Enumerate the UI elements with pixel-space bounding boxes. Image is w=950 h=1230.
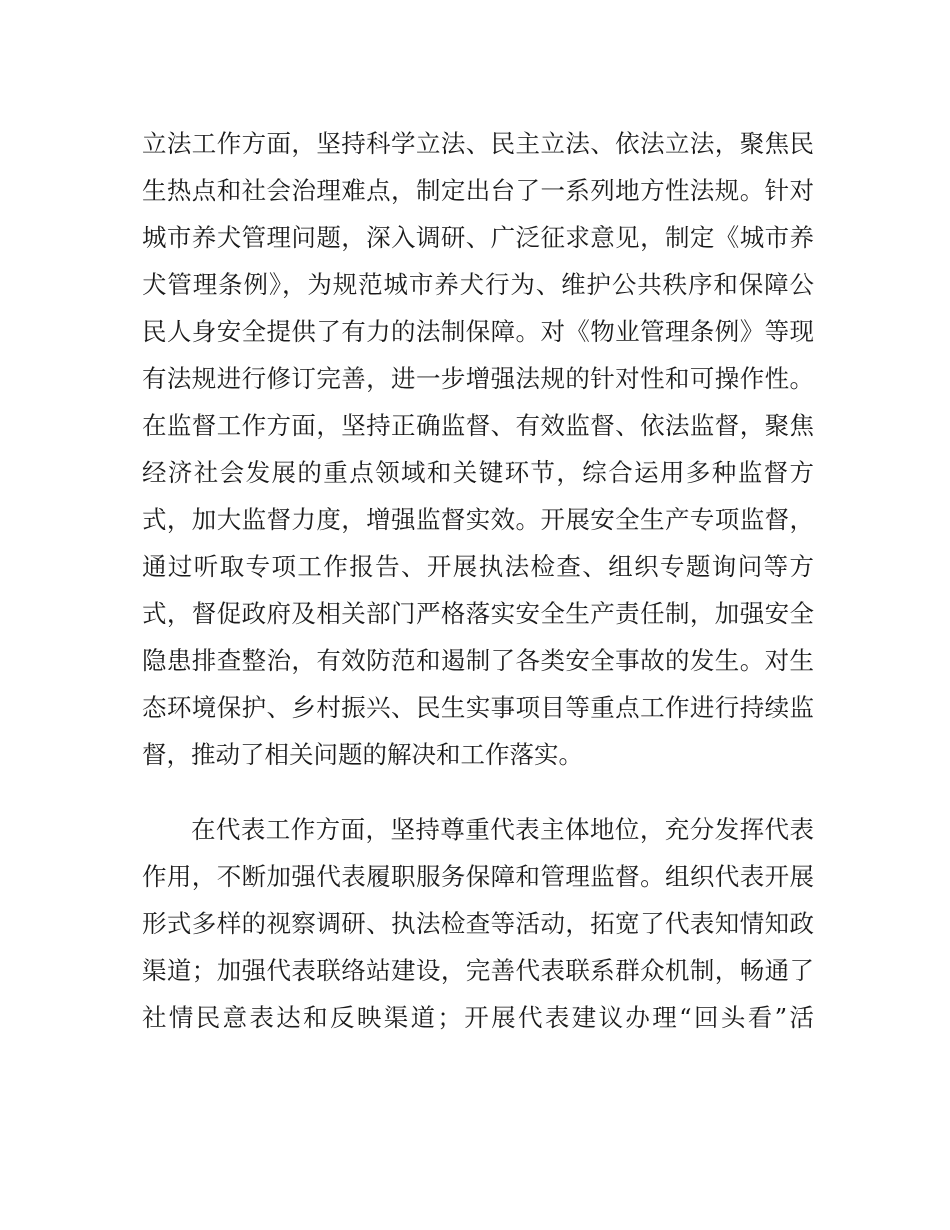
text-line: 渠道；加强代表联络站建设，完善代表联系群众机制，畅通了 bbox=[142, 956, 814, 985]
text-line: 通过听取专项工作报告、开展执法检查、组织专题询问等方 bbox=[142, 552, 814, 581]
text-line: 督，推动了相关问题的解决和工作落实。 bbox=[142, 740, 583, 769]
paragraph-representative-work bbox=[142, 806, 814, 1041]
text-line: 态环境保护、乡村振兴、民生实事项目等重点工作进行持续监 bbox=[142, 693, 814, 722]
text-line: 经济社会发展的重点领域和关键环节，综合运用多种监督方 bbox=[142, 458, 814, 487]
text-line: 作用，不断加强代表履职服务保障和管理监督。组织代表开展 bbox=[142, 862, 814, 891]
text-line: 社情民意表达和反映渠道；开展代表建议办理“回头看”活 bbox=[142, 1003, 814, 1032]
text-line: 民人身安全提供了有力的法制保障。对《物业管理条例》等现 bbox=[142, 317, 814, 346]
text-line: 城市养犬管理问题，深入调研、广泛征求意见，制定《城市养 bbox=[142, 223, 814, 252]
paragraph-legislation-supervision bbox=[142, 120, 814, 778]
text-line: 形式多样的视察调研、执法检查等活动，拓宽了代表知情知政 bbox=[142, 909, 814, 938]
text-line: 有法规进行修订完善，进一步增强法规的针对性和可操作性。 bbox=[142, 364, 814, 393]
text-line: 犬管理条例》，为规范城市养犬行为、维护公共秩序和保障公 bbox=[142, 270, 814, 299]
text-line: 式，督促政府及相关部门严格落实安全生产责任制，加强安全 bbox=[142, 599, 814, 628]
text-line: 立法工作方面，坚持科学立法、民主立法、依法立法，聚焦民 bbox=[142, 129, 814, 158]
text-line: 式，加大监督力度，增强监督实效。开展安全生产专项监督， bbox=[142, 505, 814, 534]
text-line: 在代表工作方面，坚持尊重代表主体地位，充分发挥代表 bbox=[191, 815, 814, 844]
text-line: 隐患排查整治，有效防范和遏制了各类安全事故的发生。对生 bbox=[142, 646, 814, 675]
text-line: 生热点和社会治理难点，制定出台了一系列地方性法规。针对 bbox=[142, 176, 814, 205]
text-line: 在监督工作方面，坚持正确监督、有效监督、依法监督，聚焦 bbox=[142, 411, 814, 440]
